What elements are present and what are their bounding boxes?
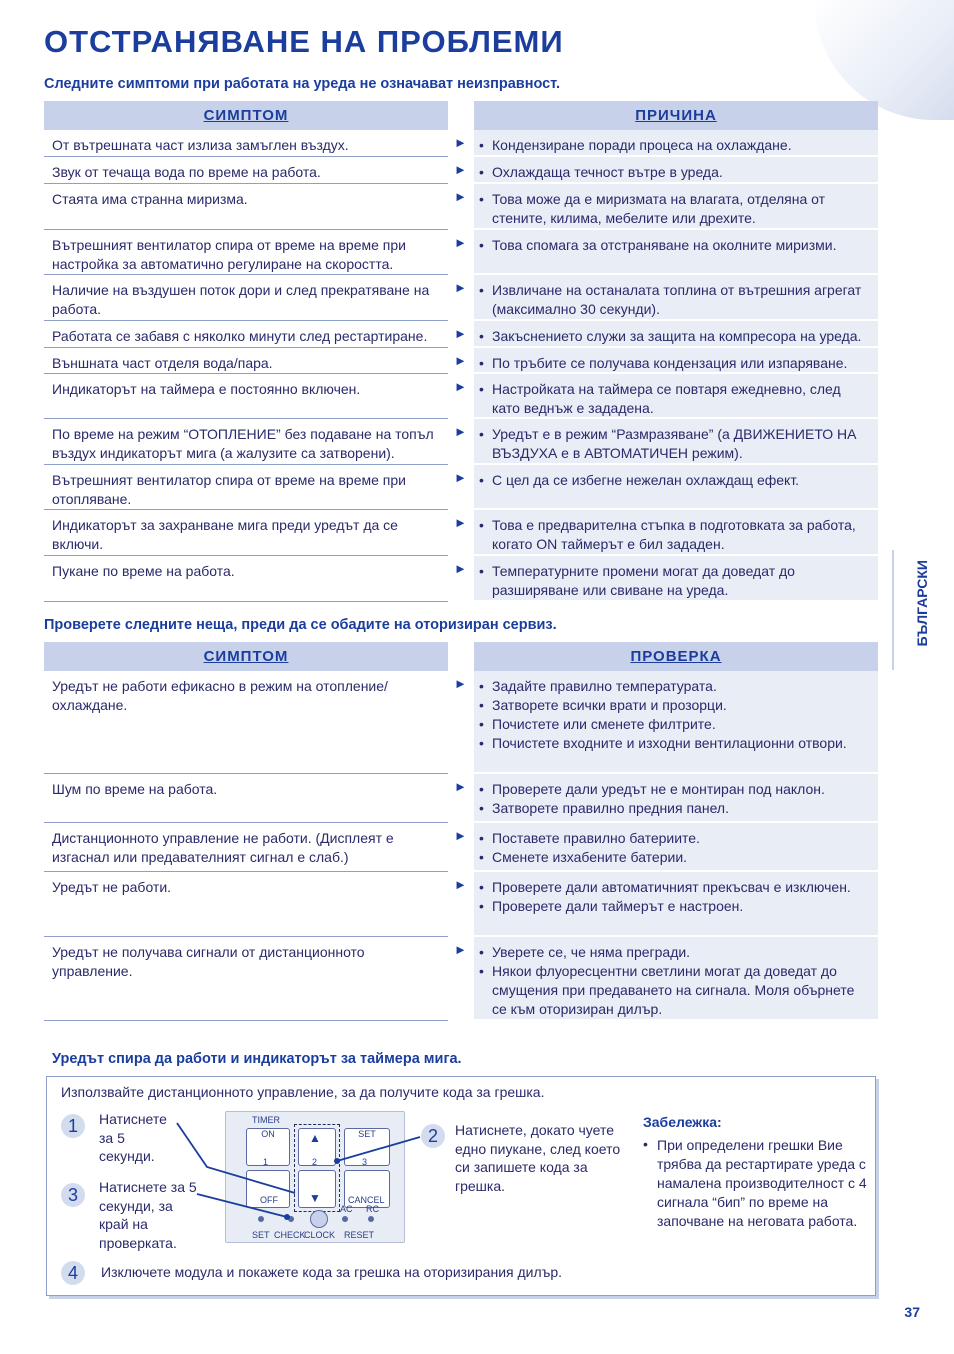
cause-cell	[474, 419, 878, 465]
symptom-cell: Работата се забавя с няколко минути след рестартиране.	[44, 321, 448, 348]
check-item: • Почистете входните и изходни вентилационни отвори.	[492, 734, 872, 753]
remote-off-label: OFF	[260, 1195, 278, 1205]
check-item: • Затворете всички врати и прозорци.	[492, 696, 872, 715]
arrow-right-icon: ►	[454, 877, 467, 892]
step-4-number: 4	[61, 1261, 85, 1285]
cause-item: • По тръбите се получава кондензация или изпаряване.	[492, 354, 872, 373]
remote-off-button[interactable]	[246, 1170, 290, 1208]
remote-control-illustration	[225, 1111, 405, 1243]
cause-header: ПРИЧИНА	[474, 101, 878, 130]
checks-table	[44, 642, 878, 1021]
cause-cell	[474, 374, 878, 419]
section3-heading: Уредът спира да работи и индикаторът за таймера мига.	[52, 1051, 462, 1067]
remote-ac-label: AC	[340, 1204, 353, 1214]
cause-cell	[474, 157, 878, 184]
step-1-number: 1	[61, 1114, 85, 1138]
cause-item: • Това може да е миризмата на влагата, отделяна от стените, килима, мебелите или дрехите.	[492, 190, 872, 228]
check-item: • Затворете правилно предния панел.	[492, 799, 872, 818]
check-item: • Поставете правилно батериите.	[492, 829, 872, 848]
arrow-right-icon: ►	[454, 326, 467, 341]
remote-rc-label: RC	[366, 1204, 379, 1214]
symptom-cell: Звук от течаща вода по време на работа.	[44, 157, 448, 184]
symptom-cell: Пукане по време на работа.	[44, 556, 448, 602]
arrow-right-icon: ►	[454, 828, 467, 843]
arrow-right-icon: ►	[454, 470, 467, 485]
up-arrow-icon: ▲	[309, 1131, 321, 1145]
symptom-cell: Уредът не работи.	[44, 872, 448, 937]
remote-clock-button[interactable]	[310, 1210, 328, 1228]
causes-table	[44, 101, 878, 602]
symptom-header-2: СИМПТОМ	[44, 642, 448, 671]
step-2-text: Натиснете, докато чуете едно пиукане, след което си запишете кода за грешка.	[455, 1122, 621, 1194]
section2-heading: Проверете следните неща, преди да се обадите на оторизиран сервиз.	[44, 617, 557, 633]
table-row	[44, 671, 878, 774]
symptom-cell: Уредът не получава сигнали от дистанционното управление.	[44, 937, 448, 1021]
table-row	[44, 321, 878, 348]
symptom-cell: От вътрешната част излиза замъглен въздух.	[44, 130, 448, 157]
arrow-right-icon: ►	[454, 353, 467, 368]
check-cell	[474, 671, 878, 774]
remote-set-dot[interactable]	[258, 1216, 264, 1222]
symptom-cell: Уредът не работи ефикасно в режим на отопление/ охлаждане.	[44, 671, 448, 774]
table-row	[44, 510, 878, 556]
table-row	[44, 275, 878, 321]
symptom-cell: Дистанционното управление не работи. (Дисплеят е изгаснал или предавателният сигнал е слаб.)	[44, 823, 448, 872]
remote-timer-label: TIMER	[252, 1115, 280, 1125]
check-cell	[474, 774, 878, 823]
cause-item: • Извличане на останалата топлина от вътрешния агрегат (максимално 30 секунди).	[492, 281, 872, 319]
remote-rc-dot[interactable]	[368, 1216, 374, 1222]
cause-cell	[474, 556, 878, 602]
remote-cancel-button[interactable]	[344, 1170, 390, 1208]
step-3-text: Натиснете за 5 секунди, за край на проверката.	[99, 1179, 197, 1251]
cause-cell	[474, 230, 878, 275]
check-item: • Проверете дали автоматичният прекъсвач е изключен.	[492, 878, 872, 897]
symptom-cell: Наличие на въздушен поток дори и след прекратяване на работа.	[44, 275, 448, 321]
cause-item: • Охлаждаща течност вътре в уреда.	[492, 163, 872, 182]
table-row	[44, 937, 878, 1021]
step-2-number: 2	[421, 1124, 445, 1148]
check-cell	[474, 872, 878, 937]
symptom-cell: Индикаторът на таймера е постоянно включен.	[44, 374, 448, 419]
arrow-right-icon: ►	[454, 379, 467, 394]
table-row	[44, 348, 878, 374]
cause-item: • Закъснението служи за защита на компресора на уреда.	[492, 327, 872, 346]
down-arrow-icon: ▼	[309, 1191, 321, 1205]
remote-bottom-check-label: CHECK	[274, 1230, 306, 1240]
remote-set-label: SET	[358, 1129, 376, 1139]
symptom-header: СИМПТОМ	[44, 101, 448, 130]
table-row	[44, 872, 878, 937]
check-cell	[474, 823, 878, 872]
check-item: • Сменете изхабените батерии.	[492, 848, 872, 867]
check-item: • Проверете дали таймерът е настроен.	[492, 897, 872, 916]
cause-cell	[474, 184, 878, 230]
table-row	[44, 374, 878, 419]
symptom-cell: Външната част отделя вода/пара.	[44, 348, 448, 374]
symptom-cell: Индикаторът за захранване мига преди уредът да се включи.	[44, 510, 448, 556]
note-title: Забележка:	[643, 1114, 722, 1130]
arrow-right-icon: ►	[454, 942, 467, 957]
check-cell	[474, 937, 878, 1021]
remote-down-button[interactable]	[298, 1170, 336, 1208]
arrow-right-icon: ►	[454, 280, 467, 295]
remote-ac-dot[interactable]	[342, 1216, 348, 1222]
check-item: • Задайте правилно температурата.	[492, 677, 872, 696]
check-header: ПРОВЕРКА	[474, 642, 878, 671]
arrow-right-icon: ►	[454, 561, 467, 576]
symptom-cell: Вътрешният вентилатор спира от време на време при настройка за автоматично регулиране на скоростта.	[44, 230, 448, 275]
remote-bottom-clock-label: CLOCK	[304, 1230, 336, 1240]
table-row	[44, 774, 878, 823]
remote-on-label: ON	[261, 1129, 275, 1139]
page-number: 37	[904, 1304, 920, 1320]
cause-cell	[474, 130, 878, 157]
cause-cell	[474, 321, 878, 348]
note-bullet: •	[643, 1136, 648, 1152]
table-row	[44, 184, 878, 230]
arrow-right-icon: ►	[454, 515, 467, 530]
symptom-cell: Шум по време на работа.	[44, 774, 448, 823]
language-label: БЪЛГАРСКИ	[914, 560, 930, 647]
cause-item: • Уредът е в режим “Размразяване” (а ДВИЖЕНИЕТО НА ВЪЗДУХА е в АВТОМАТИЧЕН режим).	[492, 425, 872, 463]
cause-item: • Това е предварителна стъпка в подготовката за работа, когато ON таймерът е бил зададен.	[492, 516, 872, 554]
check-item: • Почистете или сменете филтрите.	[492, 715, 872, 734]
table-row	[44, 465, 878, 510]
section1-heading: Следните симптоми при работата на уреда не означават неизправност.	[44, 76, 561, 92]
check-item: • Проверете дали уредът не е монтиран под наклон.	[492, 780, 872, 799]
symptom-cell: Вътрешният вентилатор спира от време на време при отопляване.	[44, 465, 448, 510]
table-row	[44, 419, 878, 465]
remote-check-dot[interactable]	[288, 1216, 294, 1222]
causes-table-header	[44, 101, 878, 130]
cause-cell	[474, 275, 878, 321]
cause-cell	[474, 348, 878, 374]
language-tab	[892, 550, 954, 670]
cause-item: • Това спомага за отстраняване на околните миризми.	[492, 236, 872, 255]
cause-item: • С цел да се избегне нежелан охлаждащ ефект.	[492, 471, 872, 490]
step-4-text: Изключете модула и покажете кода за грешка на оторизирания дилър.	[101, 1264, 563, 1280]
check-item: • Някои флуоресцентни светлини могат да доведат до смущения при предаването на сигнала. Моля обърнете се към оторизиран дилър.	[492, 962, 872, 1019]
cause-cell	[474, 510, 878, 556]
table-row	[44, 823, 878, 872]
arrow-right-icon: ►	[454, 162, 467, 177]
remote-cancel-label: CANCEL	[348, 1195, 385, 1205]
error-code-box	[46, 1076, 876, 1296]
remote-key-1-label: 1	[263, 1157, 269, 1167]
cause-item: • Температурните промени могат да доведат до разширяване или свиване на уреда.	[492, 562, 872, 600]
table-row	[44, 230, 878, 275]
arrow-right-icon: ►	[454, 779, 467, 794]
cause-item: • Кондензиране поради процеса на охлаждане.	[492, 136, 872, 155]
checks-table-header	[44, 642, 878, 671]
table-row	[44, 130, 878, 157]
page-title: ОТСТРАНЯВАНЕ НА ПРОБЛЕМИ	[44, 24, 564, 59]
cause-item: • Настройката на таймера се повтаря ежедневно, след като веднъж е зададена.	[492, 380, 872, 418]
arrow-right-icon: ►	[454, 235, 467, 250]
error-code-intro: Използвайте дистанционното управление, за да получите кода за грешка.	[61, 1084, 545, 1100]
note-text: При определени грешки Вие трябва да рестартирате уреда с намалена производителност с 4 сигнала “бип” по време на започване на неговата работа.	[657, 1137, 867, 1229]
arrow-right-icon: ►	[454, 135, 467, 150]
arrow-right-icon: ►	[454, 676, 467, 691]
step-1-text: Натиснете за 5 секунди.	[99, 1111, 167, 1164]
symptom-cell: Стаята има странна миризма.	[44, 184, 448, 230]
check-item: • Уверете се, че няма прегради.	[492, 943, 872, 962]
table-row	[44, 556, 878, 602]
arrow-right-icon: ►	[454, 189, 467, 204]
remote-bottom-set-label: SET	[252, 1230, 270, 1240]
arrow-right-icon: ►	[454, 424, 467, 439]
remote-bottom-reset-label: RESET	[344, 1230, 375, 1240]
symptom-cell: По време на режим “ОТОПЛЕНИЕ” без подаване на топъл въздух индикаторът мига (а жалузите са затворени).	[44, 419, 448, 465]
step-3-number: 3	[61, 1183, 85, 1207]
remote-key-3-label: 3	[362, 1157, 368, 1167]
remote-key-2-label: 2	[312, 1157, 318, 1167]
table-row	[44, 157, 878, 184]
cause-cell	[474, 465, 878, 510]
